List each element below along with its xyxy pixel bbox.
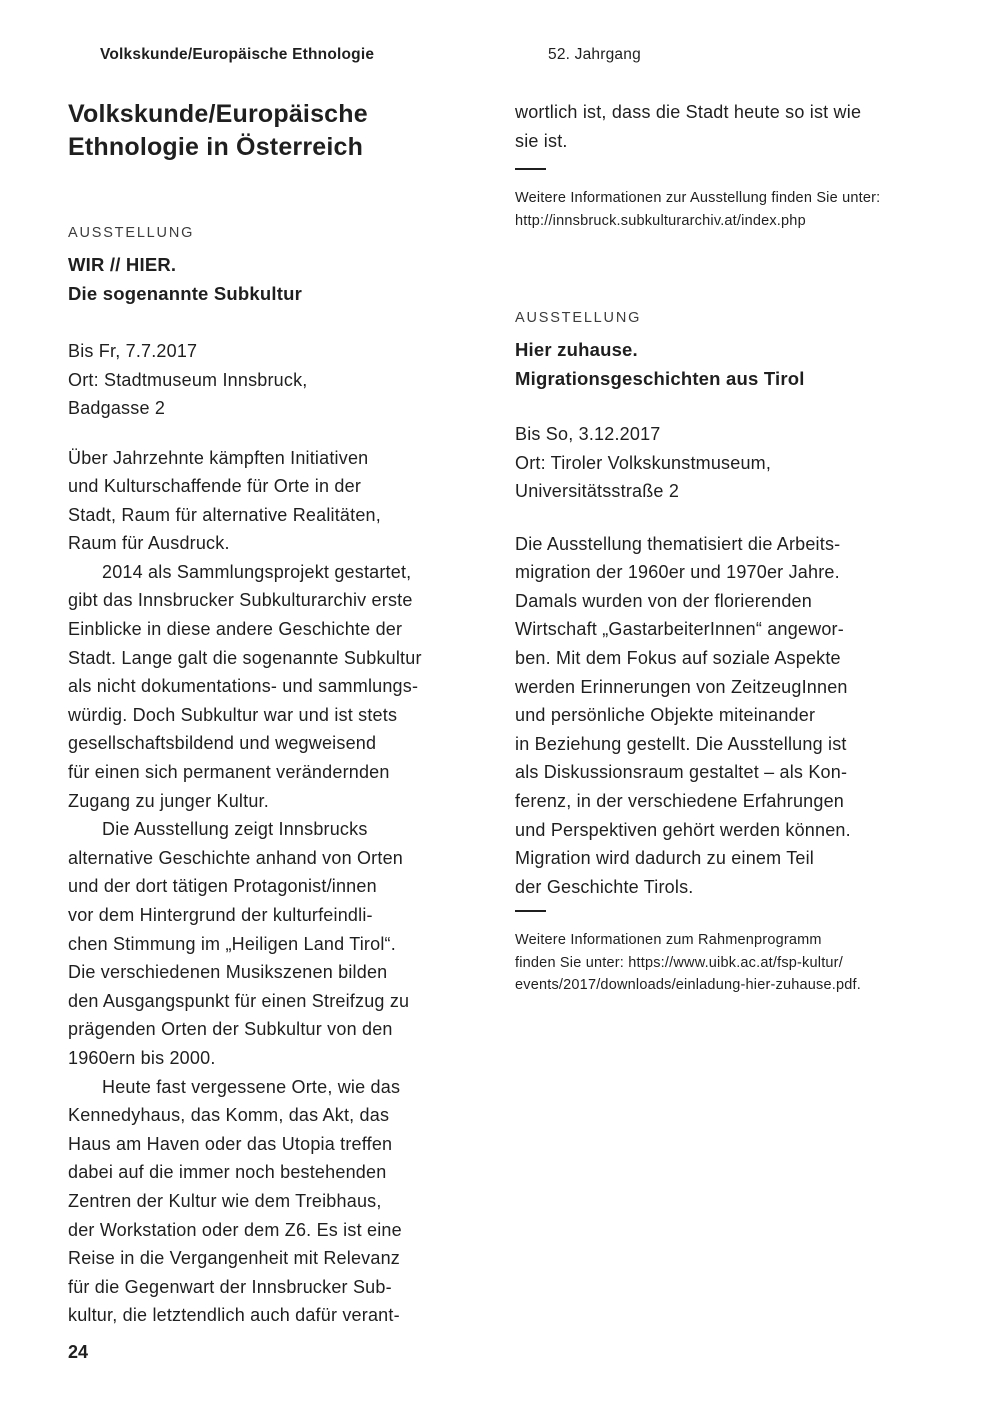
article-title-line-1: Volkskunde/Europäische bbox=[68, 100, 368, 128]
body-text-line: in Beziehung gestellt. Die Ausstellung ist bbox=[515, 733, 847, 754]
exhibition2-title bbox=[515, 336, 945, 393]
body-text-line: ferenz, in der verschiedene Erfahrungen bbox=[515, 791, 844, 812]
body-text-line: Die Ausstellung zeigt Innsbrucks bbox=[102, 819, 368, 840]
body-text-line: Über Jahrzehnte kämpften Initiativen bbox=[68, 447, 369, 468]
exhibition1-kicker: AUSSTELLUNG bbox=[68, 225, 195, 241]
body-text-line: wortlich ist, dass die Stadt heute so ist wie bbox=[515, 102, 862, 122]
body-text-line: Damals wurden von der florierenden bbox=[515, 590, 812, 611]
body-text-line: ben. Mit dem Fokus auf soziale Aspekte bbox=[515, 648, 841, 669]
meta-line: Bis Fr, 7.7.2017 bbox=[68, 341, 198, 361]
body-text-line: Migration wird dadurch zu einem Teil bbox=[515, 848, 815, 869]
separator-rule bbox=[515, 910, 546, 912]
body-text-line: und Kulturschaffende für Orte in der bbox=[68, 476, 362, 497]
body-text-line: Raum für Ausdruck. bbox=[68, 533, 230, 554]
info-text-line: Weitere Informationen zur Ausstellung finden Sie unter: bbox=[515, 190, 881, 207]
body-text-line: Reise in die Vergangenheit mit Relevanz bbox=[68, 1248, 400, 1269]
exhibition1-title-line-2: Die sogenannte Subkultur bbox=[68, 282, 303, 304]
info-text-line: Weitere Informationen zum Rahmenprogramm bbox=[515, 932, 822, 949]
article-title-line-2: Ethnologie in Österreich bbox=[68, 133, 364, 161]
body-text-line: prägenden Orten der Subkultur von den bbox=[68, 1019, 393, 1040]
body-text-line: 2014 als Sammlungsprojekt gestartet, bbox=[102, 561, 412, 582]
exhibition2-title-line-1: Hier zuhause. bbox=[515, 339, 638, 361]
info-text-line: http://innsbruck.subkulturarchiv.at/index.php bbox=[515, 212, 806, 229]
meta-line: Universitätsstraße 2 bbox=[515, 481, 680, 502]
exhibition2-kicker: AUSSTELLUNG bbox=[515, 310, 642, 327]
meta-line: Bis So, 3.12.2017 bbox=[515, 424, 661, 445]
meta-line: Ort: Stadtmuseum Innsbruck, bbox=[68, 369, 308, 390]
body-text-line: chen Stimmung im „Heiligen Land Tirol“. bbox=[68, 933, 396, 954]
body-text-line: kultur, die letztendlich auch dafür verant- bbox=[68, 1305, 400, 1326]
body-text-line: gesellschaftsbildend und wegweisend bbox=[68, 733, 377, 754]
body-text-line: der Workstation oder dem Z6. Es ist eine bbox=[68, 1219, 402, 1240]
body-text-line: Die Ausstellung thematisiert die Arbeits- bbox=[515, 533, 841, 554]
body-text-line: und Perspektiven gehört werden können. bbox=[515, 819, 851, 840]
body-text-line: gibt das Innsbrucker Subkulturarchiv erste bbox=[68, 590, 413, 611]
running-header-left: Volkskunde/Europäische Ethnologie bbox=[100, 46, 375, 63]
body-text-line: Wirtschaft „GastarbeiterInnen“ angewor- bbox=[515, 619, 844, 640]
meta-line: Ort: Tiroler Volkskunstmuseum, bbox=[515, 452, 772, 473]
article-title bbox=[68, 98, 488, 164]
body-text-line: Heute fast vergessene Orte, wie das bbox=[102, 1076, 401, 1097]
body-text-line: dabei auf die immer noch bestehenden bbox=[68, 1162, 387, 1183]
body-text-line: alternative Geschichte anhand von Orten bbox=[68, 847, 403, 868]
body-text-line: Stadt, Raum für alternative Realitäten, bbox=[68, 504, 381, 525]
body-text-line: Zugang zu junger Kultur. bbox=[68, 790, 269, 811]
running-header-right: 52. Jahrgang bbox=[548, 46, 641, 63]
info-text-line: events/2017/downloads/einladung-hier-zuhause.pdf. bbox=[515, 977, 861, 994]
separator-rule bbox=[515, 168, 546, 170]
exhibition1-meta bbox=[68, 337, 488, 423]
exhibition2-title-line-2: Migrationsgeschichten aus Tirol bbox=[515, 367, 805, 389]
body-text-line: Zentren der Kultur wie dem Treibhaus, bbox=[68, 1190, 382, 1211]
body-text-line: 1960ern bis 2000. bbox=[68, 1047, 216, 1068]
article-body-left bbox=[68, 444, 488, 1330]
body-text-line: sie ist. bbox=[515, 130, 568, 151]
exhibition1-title-line-1: WIR // HIER. bbox=[68, 254, 177, 275]
body-text-line: würdig. Doch Subkultur war und ist stets bbox=[68, 704, 398, 725]
info-text-line: finden Sie unter: https://www.uibk.ac.at/fsp-kultur/ bbox=[515, 954, 843, 971]
article-body-continuation bbox=[515, 98, 945, 155]
body-text-line: als Diskussionsraum gestaltet – als Kon- bbox=[515, 762, 848, 783]
body-text-line: werden Erinnerungen von ZeitzeugInnen bbox=[515, 676, 848, 697]
left-column bbox=[68, 98, 488, 1330]
page-number: 24 bbox=[68, 1342, 89, 1362]
body-text-line: für einen sich permanent verändernden bbox=[68, 762, 390, 783]
exhibition1-info bbox=[515, 187, 945, 232]
body-text-line: Einblicke in diese andere Geschichte der bbox=[68, 619, 403, 640]
exhibition2-meta bbox=[515, 420, 945, 506]
exhibition2-info bbox=[515, 929, 945, 997]
body-text-line: der Geschichte Tirols. bbox=[515, 876, 694, 897]
body-text-line: für die Gegenwart der Innsbrucker Sub- bbox=[68, 1276, 392, 1297]
body-text-line: und persönliche Objekte miteinander bbox=[515, 705, 816, 726]
right-column bbox=[515, 98, 945, 997]
article-body-right bbox=[515, 530, 945, 902]
body-text-line: als nicht dokumentations- und sammlungs- bbox=[68, 676, 419, 697]
body-text-line: migration der 1960er und 1970er Jahre. bbox=[515, 562, 840, 583]
body-text-line: Die verschiedenen Musikszenen bilden bbox=[68, 962, 388, 983]
body-text-line: vor dem Hintergrund der kulturfeindli- bbox=[68, 905, 373, 925]
body-text-line: und der dort tätigen Protagonist/innen bbox=[68, 876, 377, 897]
body-text-line: Stadt. Lange galt die sogenannte Subkultur bbox=[68, 647, 422, 668]
body-text-line: Haus am Haven oder das Utopia treffen bbox=[68, 1133, 393, 1154]
exhibition1-title bbox=[68, 251, 488, 308]
meta-line: Badgasse 2 bbox=[68, 398, 166, 418]
body-text-line: Kennedyhaus, das Komm, das Akt, das bbox=[68, 1105, 390, 1126]
body-text-line: den Ausgangspunkt für einen Streifzug zu bbox=[68, 990, 410, 1011]
